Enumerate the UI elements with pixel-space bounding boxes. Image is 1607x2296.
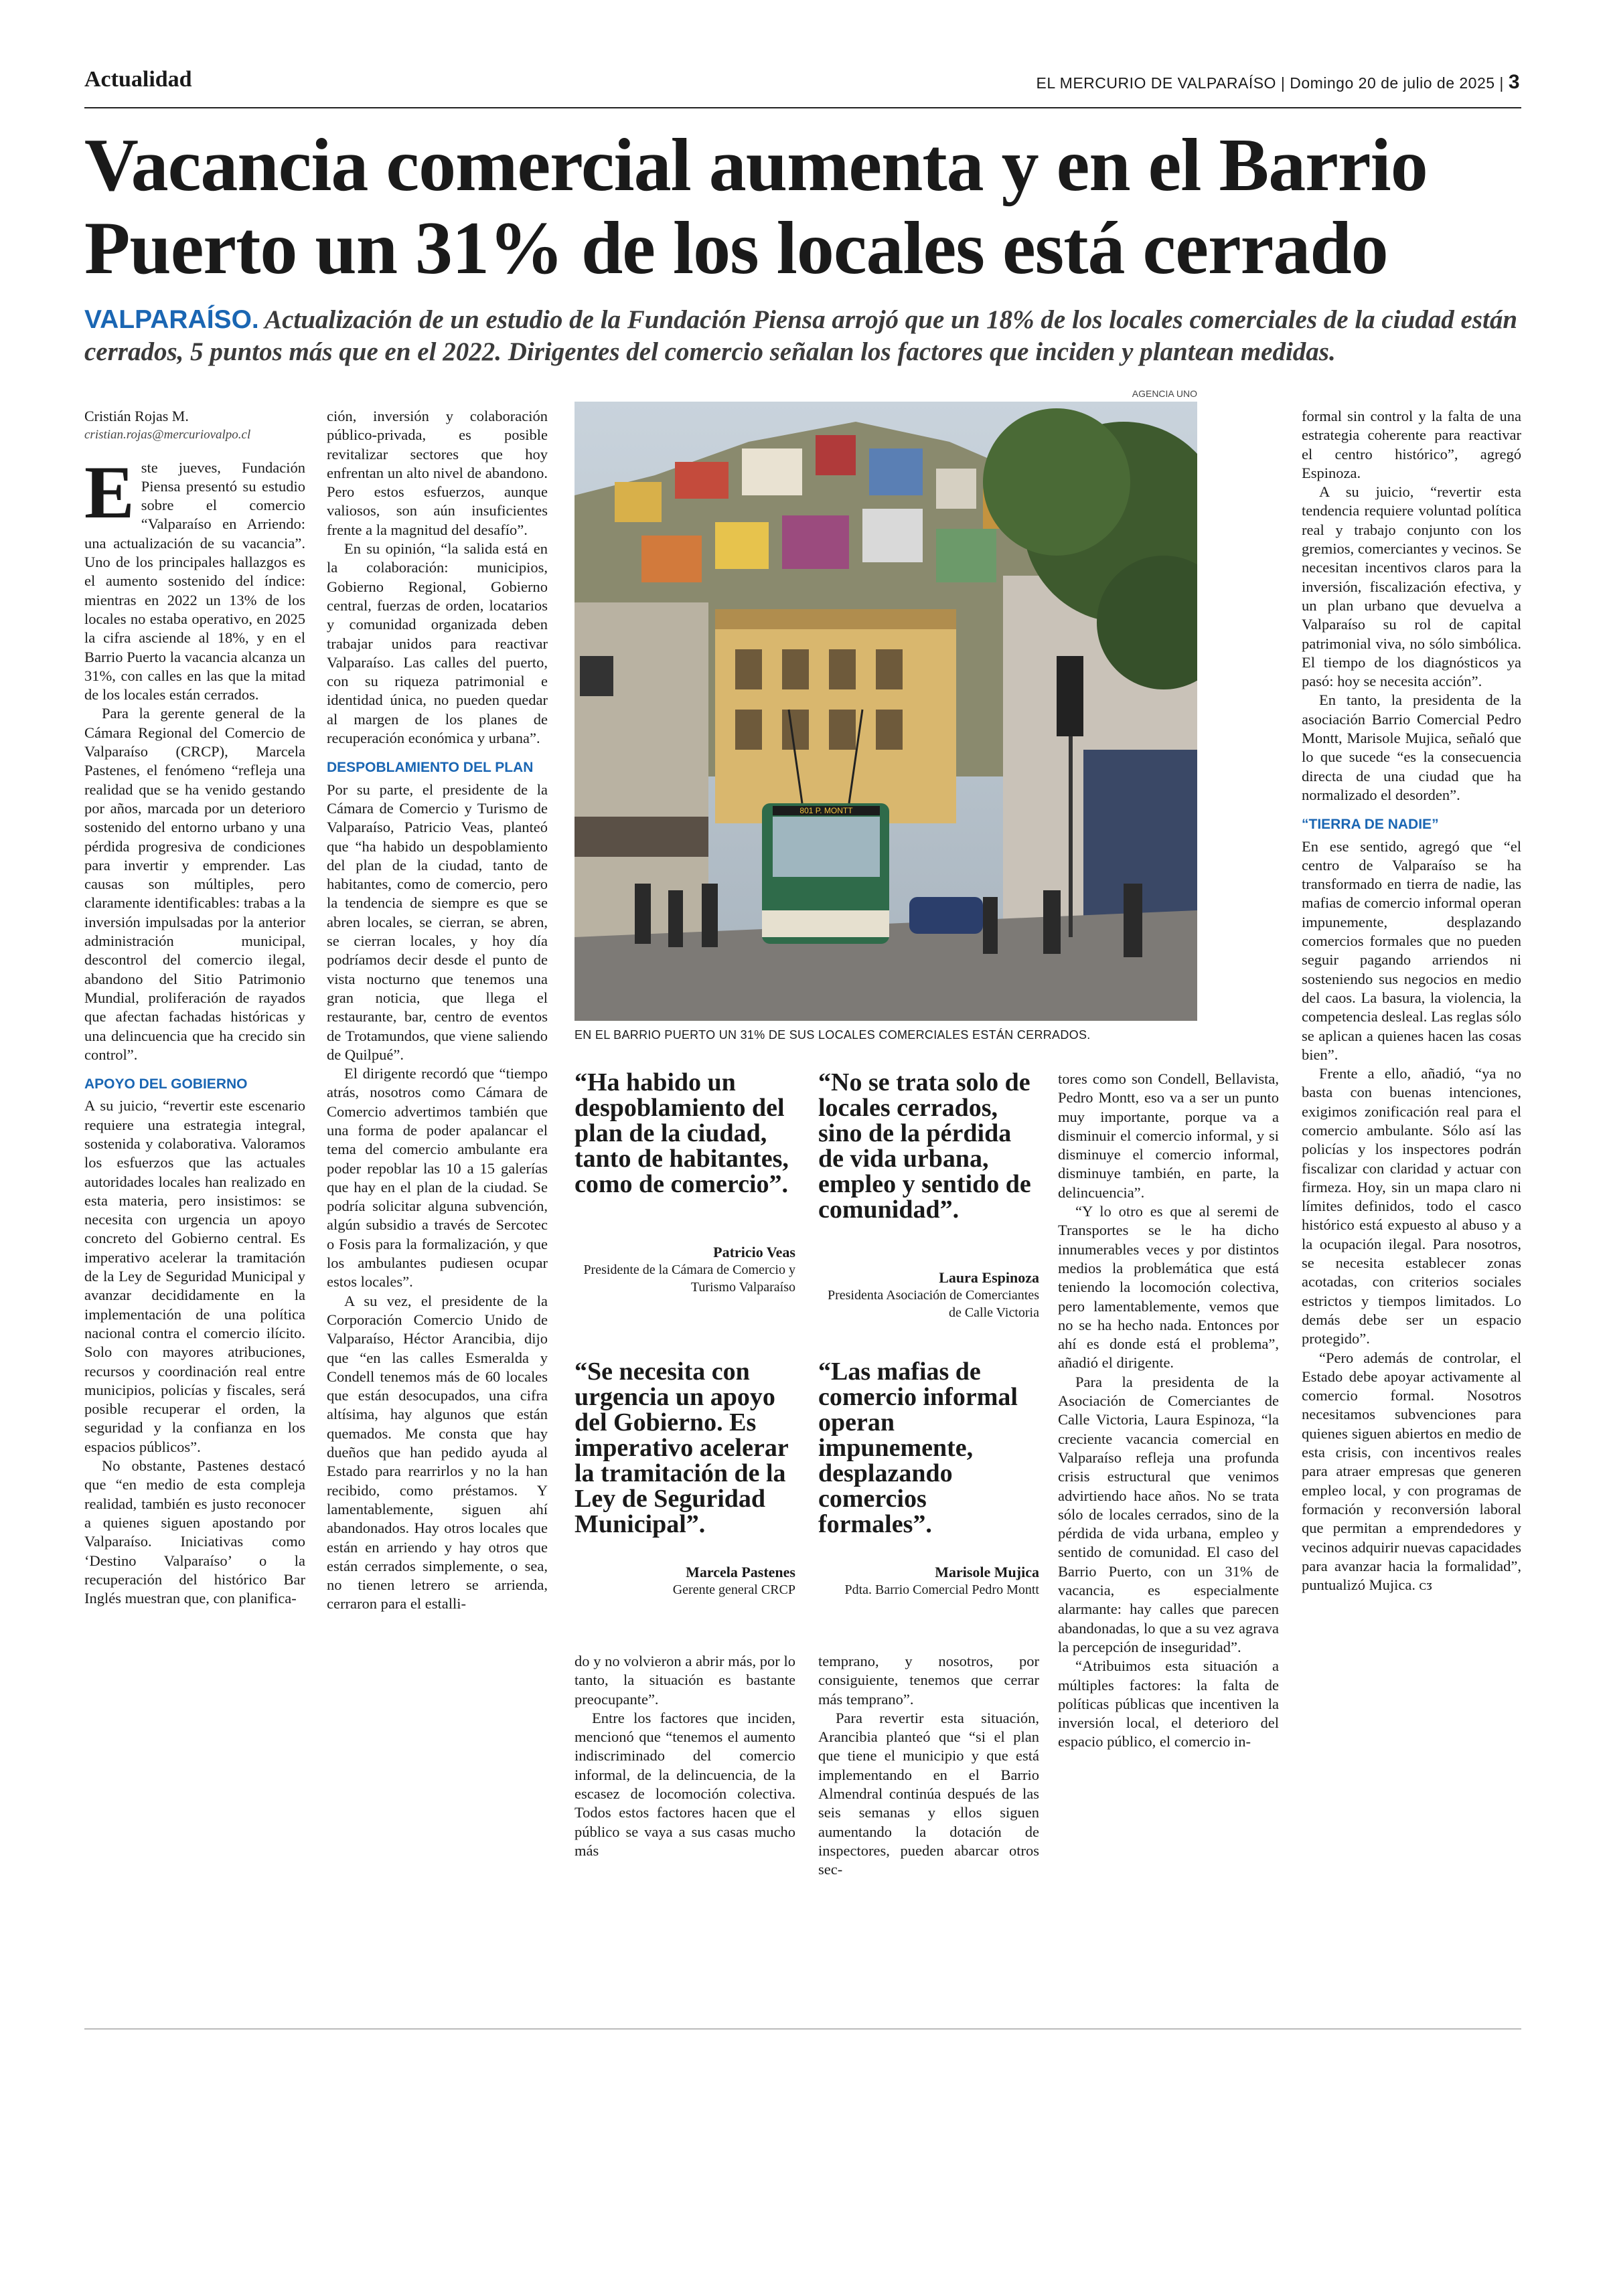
column-4	[818, 1652, 1039, 1880]
quote-author: Patricio Veas	[713, 1244, 795, 1260]
column-1	[84, 407, 305, 1608]
paragraph: Frente a ello, añadió, “ya no basta con buenas intenciones, exigimos zonificación real para el comercio ambulante. Sólo así las policías y los inspectores podrán fiscalizar con claridad y actuar con firmeza. Hoy, sin un mapa claro ni límites definidos, todo el casco histórico está expuesto al abuso y a la ocupación ilegal. Para nosotros, se necesita establecer zonas acotadas, con criterios sociales estrictos y tiempos limitados. Lo demás debe ser un espacio protegido”.	[1302, 1065, 1521, 1347]
paragraph: ción, inversión y colaboración público-privada, es posible revitalizar sectores que hoy enfrentan un alto nivel de abandono. Pero estos esfuerzos, aunque valiosos, son aún insuficientes frente a la magnitud del desafío”.	[327, 408, 548, 538]
lede-kicker: VALPARAÍSO.	[84, 305, 259, 334]
paragraph: Por su parte, el presidente de la Cámara de Comercio y Turismo de Valparaíso, Patricio Veas, planteó que “ha habido un despoblamiento del plan de la ciudad, tanto de habitantes, como de comercio, pero la tendencia de siempre es que se abren locales, se cierran, se abren, se cierran locales, y hoy día podríamos decir desde el punto de vista nocturno que tenemos una gran noticia, que llega el restaurante, bar, centro de eventos de Trotamundos, que viene saliendo de Quilpué”.	[327, 781, 548, 1063]
quote-author: Marisole Mujica	[935, 1564, 1039, 1580]
byline	[84, 407, 305, 445]
issue-date: Domingo 20 de julio de 2025	[1290, 74, 1495, 92]
subhead-despoblamiento: DESPOBLAMIENTO DEL PLAN	[327, 760, 534, 776]
end-mark-icon: ᴄᴣ	[1419, 1576, 1432, 1594]
dropcap: E	[84, 450, 135, 534]
quote-role: Presidente de la Cámara de Comercio y Turismo Valparaíso	[583, 1262, 795, 1295]
paragraph: No obstante, Pastenes destacó que “en medio de esta compleja realidad, también es justo reconocer a quienes siguen apostando por Valparaíso. Iniciativas como ‘Destino Valparaíso’ o la recuperación del histórico Bar Inglés muestran que, con planifica-	[84, 1457, 305, 1607]
bus-destination-sign: 801 P. MONTT	[799, 806, 853, 815]
photo-caption: EN EL BARRIO PUERTO UN 31% DE SUS LOCALES COMERCIALES ESTÁN CERRADOS.	[575, 1028, 1091, 1042]
paragraph: Para revertir esta situación, Arancibia planteó que “si el plan que tiene el municipio y que está implementando en el Barrio Almendral continúa después de las seis semanas y ellos siguen aumentando la dotación de inspectores, pueden abarcar otros sec-	[818, 1709, 1039, 1878]
paragraph: Para la gerente general de la Cámara Regional del Comercio de Valparaíso (CRCP), Marcela Pastenes, el fenómeno “refleja una realidad que se ha venido gestando por años, marcada por un deterioro sostenido del entorno urbano y una pérdida progresiva de condiciones para invertir y emprender. Las causas son múltiples, pero claramente identificables: trabas a la inversión impulsadas por la anterior administración municipal, descontrol del comercio ilegal, abandono del Sitio Patrimonio Mundial, proliferación de rayados que afectan fachadas históricas y una delincuencia que ha crecido sin control”.	[84, 705, 305, 1063]
page-number: 3	[1508, 71, 1520, 93]
paragraph: formal sin control y la falta de una estrategia coherente para reactivar el centro histórico”, agregó Espinoza.	[1302, 408, 1521, 481]
subhead-tierra-de-nadie: “TIERRA DE NADIE”	[1302, 817, 1439, 833]
subhead-apoyo: APOYO DEL GOBIERNO	[84, 1076, 248, 1092]
lede	[84, 304, 1531, 368]
paragraph: El dirigente recordó que “tiempo atrás, nosotros como Cámara de Comercio advertimos también que una forma de poder apalancar el tema del comercio ambulante era poder repoblar las 10 a 15 galerías que hay en el plan de la ciudad. Se podría solicitar alguna subvención, algún subsidio a través de Sercotec o Fosis para la formalización, y que los ambulantes pudiesen ocupar estos locales”.	[327, 1065, 548, 1291]
quote-author: Marcela Pastenes	[686, 1564, 795, 1580]
paragraph: A su juicio, “revertir esta tendencia requiere voluntad política real y trabajo conjunto con los gremios, comerciantes y vecinos. Se necesitan incentivos claros para la inversión, fiscalización efectiva, y un plan urbano que devuelva a Valparaíso su rol de capital patrimonial viva, no sólo simbólica. El tiempo de los diagnósticos ya pasó: hoy se necesita acción”.	[1302, 483, 1521, 690]
paragraph: Entre los factores que inciden, mencionó que “tenemos el aumento indiscriminado del comercio informal, de la delincuencia, de la escasez de locomoción colectiva. Todos estos factores hacen que el público se vaya a sus casas mucho más	[575, 1709, 795, 1859]
paragraph: A su vez, el presidente de la Corporación Comercio Unido de Valparaíso, Héctor Arancibia, dijo que “en las calles Esmeralda y Condell tenemos más de 60 locales que están desocupados, una cifra altísima, hay algunos que están quemados. Me consta que hay dueños que han pedido ayuda al Estado para rearrirlos y no la han recibido, como préstamos. Y lamentablemente, siguen ahí abandonados. Hay otros locales que están en arriendo y hay otros que están cerrados simplemente, o sea, no tienen letrero se arrienda, cerraron para el estalli-	[327, 1292, 548, 1613]
headline: Vacancia comercial aumenta y en el Barrio Puerto un 31% de los locales está cerrado	[84, 124, 1428, 290]
footer-divider	[84, 2028, 1521, 2030]
paragraph: temprano, y nosotros, por consiguiente, tenemos que cerrar más temprano”.	[818, 1653, 1039, 1708]
quote-role: Gerente general CRCP	[672, 1582, 795, 1597]
barrio-puerto-illustration	[575, 402, 1197, 1021]
pull-quote-espinoza	[818, 1070, 1039, 1321]
paper-info: EL MERCURIO DE VALPARAÍSO | Domingo 20 de julio de 2025 | 3	[1036, 71, 1520, 93]
section-label: Actualidad	[84, 67, 192, 92]
paragraph: Para la presidenta de la Asociación de Comerciantes de Calle Victoria, Laura Espinoza, “la creciente vacancia comercial en Valparaíso refleja una profunda crisis estructural que venimos advirtiendo hace años. No se trata sólo de locales cerrados, sino de la pérdida de vida urbana, empleo y sentido de comunidad. El caso del Barrio Puerto, con un 31% de vacancia, es especialmente alarmante: hay calles que parecen abandonadas, lo que a su vez agrava la percepción de inseguridad”.	[1058, 1373, 1279, 1655]
quote-text: “Ha habido un despoblamiento del plan de la ciudad, tanto de habitantes, como de comercio”.	[575, 1068, 789, 1198]
header-divider	[84, 107, 1521, 108]
author-email: cristian.rojas@mercuriovalpo.cl	[84, 428, 251, 442]
paragraph: En su opinión, “la salida está en la colaboración: municipios, Gobierno Regional, Gobierno central, fuerzas de orden, locatarios y comunidad organizada deben trabajar unidos para reactivar Valparaíso. Las calles del puerto, con su riqueza patrimonial e identidad única, no pueden quedar al margen de los planes de recuperación económica y urbana”.	[327, 540, 548, 747]
column-2	[327, 407, 548, 1614]
pull-quote-pastenes	[575, 1359, 795, 1598]
author-name: Cristián Rojas M.	[84, 408, 189, 424]
pull-quote-mujica	[818, 1359, 1039, 1598]
paragraph: do y no volvieron a abrir más, por lo tanto, la situación es bastante preocupante”.	[575, 1653, 795, 1708]
paragraph: tores como son Condell, Bellavista, Pedro Montt, eso va a ser un punto muy importante, porque va a disminuir el comercio informal, y si disminuye el comercio informal, disminuye también, en parte, la delincuencia”.	[1058, 1070, 1279, 1201]
quote-role: Pdta. Barrio Comercial Pedro Montt	[844, 1582, 1039, 1597]
paragraph: “Y lo otro es que al seremi de Transportes se le ha dicho innumerables veces y por distintos medios la problemática que está teniendo la locomoción colectiva, pero lamentablemente, vemos que no se ha hecho nada. Entonces por ahí es donde está el problema”, añadió el dirigente.	[1058, 1203, 1279, 1372]
quote-text: “Se necesita con urgencia un apoyo del Gobierno. Es imperativo acelerar la tramitación de la Ley de Seguridad Municipal”.	[575, 1358, 788, 1538]
column-3	[575, 1652, 795, 1860]
paragraph: “Atribuimos esta situación a múltiples factores: la falta de políticas públicas que incentiven la inversión local, el deterioro del espacio público, el comercio in-	[1058, 1657, 1279, 1750]
paragraph: “Pero además de controlar, el Estado debe apoyar activamente al comercio formal. Nosotros necesitamos subvenciones para quienes siguen abiertos en medio de esta crisis, con incentivos reales para atraer empresas que generen empleo local, y con programas de formación y reconversión laboral que permitan a emprendedores y vecinos adquirir nuevas capacidades para avanzar hacia la formalidad”, puntualizó Mujica. ᴄᴣ	[1302, 1349, 1521, 1594]
quote-role: Presidenta Asociación de Comerciantes de Calle Victoria	[827, 1288, 1039, 1320]
paragraph: En ese sentido, agregó que “el centro de Valparaíso se ha transformado en tierra de nadie, las mafias de comercio informal operan impunemente, desplazando comercios formales que no pueden seguir pagando arriendos ni sosteniendo sus negocios en medio del caos. La basura, la violencia, la competencia desleal. Las reglas sólo se aplican a quienes hacen las cosas bien”.	[1302, 837, 1521, 1063]
paragraph: Este jueves, Fundación Piensa presentó su estudio sobre el comercio “Valparaíso en Arriendo: una actualización de su vacancia”. Uno de los principales hallazgos es el aumento sostenido del índice: mientras en 2022 un 13% de los locales no estaba operativo, en 2025 la cifra asciende al 18%, y en el Barrio Puerto la vacancia alcanza un 31%, con calles en las que la mitad de los locales están cerrados.	[84, 450, 305, 704]
lede-text: Actualización de un estudio de la Fundación Piensa arrojó que un 18% de los locales comerciales de la ciudad están cerrados, 5 puntos más que en el 2022. Dirigentes del comercio señalan los factores que inciden y plantean medidas.	[84, 305, 1518, 366]
paragraph: En tanto, la presidenta de la asociación Barrio Comercial Pedro Montt, Marisole Mujica, señaló que lo que sucede “es la consecuencia directa de una ciudad que ha normalizado el desorden”.	[1302, 691, 1521, 803]
column-6	[1302, 407, 1521, 1594]
paper-name: EL MERCURIO DE VALPARAÍSO	[1036, 74, 1276, 92]
quote-text: “Las mafias de comercio informal operan impunemente, desplazando comercios formales”.	[818, 1358, 1018, 1538]
photo-credit: AGENCIA UNO	[1132, 388, 1197, 399]
street-photo	[575, 402, 1197, 1021]
quote-author: Laura Espinoza	[939, 1269, 1039, 1286]
quote-text: “No se trata solo de locales cerrados, sino de la pérdida de vida urbana, empleo y sentido de comunidad”.	[818, 1068, 1031, 1224]
paragraph: A su juicio, “revertir este escenario requiere una estrategia integral, sostenida y colaborativa. Valoramos los esfuerzos que las actuales autoridades locales han realizado en esta materia, pero insistimos: se necesita con urgencia un apoyo concreto del Gobierno central. Es imperativo acelerar la tramitación de la Ley de Seguridad Municipal y avanzar decididamente en la implementación de una política nacional contra el comercio ilícito. Solo con mayores atribuciones, recursos y coordinación real entre municipios, policías y fiscales, será posible recuperar el orden, la seguridad y la confianza en los espacios públicos”.	[84, 1097, 305, 1455]
column-5	[1058, 1070, 1279, 1752]
pull-quote-veas	[575, 1070, 795, 1296]
